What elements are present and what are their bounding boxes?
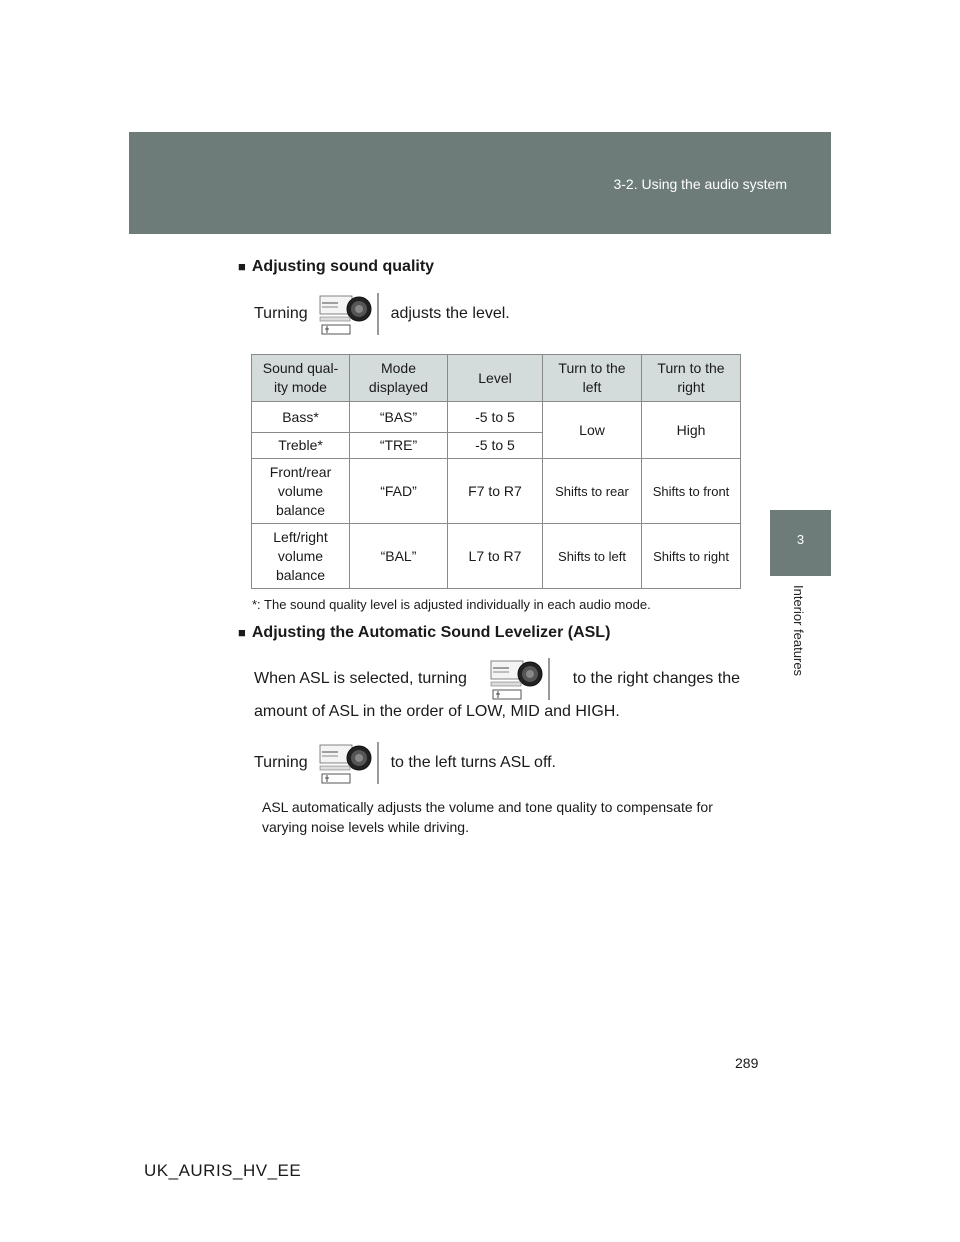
cell-level: L7 to R7 [448, 524, 543, 589]
cell-displayed: “FAD” [350, 459, 448, 524]
heading-asl: ■ Adjusting the Automatic Sound Levelizer (ASL) [238, 624, 611, 641]
bullet-square: ■ [238, 259, 246, 274]
cell-displayed: “BAL” [350, 524, 448, 589]
table-row [252, 459, 741, 524]
cell-level: -5 to 5 [448, 433, 543, 459]
paragraph-turning-adjusts: Turning adjusts the level. [254, 291, 510, 337]
table-footnote: *: The sound quality level is adjusted individually in each audio mode. [252, 597, 651, 612]
col-header-mode: Sound qual- ity mode [252, 355, 350, 402]
cell-left-merged: Low [543, 402, 642, 459]
col-header-displayed: Mode displayed [350, 355, 448, 402]
paragraph-asl-off: Turning to the left turns ASL off. [254, 740, 556, 786]
cell-right: Shifts to front [642, 459, 741, 524]
table-header-row [252, 355, 741, 402]
audio-knob-icon [316, 740, 382, 786]
side-tab [770, 510, 831, 576]
table-row [252, 524, 741, 589]
cell-left: Shifts to left [543, 524, 642, 589]
cell-level: F7 to R7 [448, 459, 543, 524]
cell-displayed: “TRE” [350, 433, 448, 459]
col-header-right: Turn to the right [642, 355, 741, 402]
cell-mode: Bass* [252, 402, 350, 433]
cell-mode: Treble* [252, 433, 350, 459]
page-number: 289 [735, 1055, 759, 1071]
paragraph-asl-order: amount of ASL in the order of LOW, MID and HIGH. [254, 703, 620, 720]
cell-mode: Left/right volume balance [252, 524, 350, 589]
sound-quality-table [251, 354, 741, 589]
cell-right: Shifts to right [642, 524, 741, 589]
audio-knob-icon [487, 656, 553, 702]
cell-right-merged: High [642, 402, 741, 459]
cell-level: -5 to 5 [448, 402, 543, 433]
paragraph-asl-selected: When ASL is selected, turning to the right changes the [254, 656, 740, 702]
cell-displayed: “BAS” [350, 402, 448, 433]
header-section-title: 3-2. Using the audio system [613, 176, 787, 192]
side-tab-number: 3 [796, 532, 805, 547]
table-row [252, 402, 741, 433]
asl-note: ASL automatically adjusts the volume and tone quality to compensate for varying noise levels while driving. [262, 799, 713, 835]
col-header-level: Level [448, 355, 543, 402]
side-tab-label: Interior features [791, 585, 806, 677]
bullet-square: ■ [238, 625, 246, 640]
audio-knob-icon [316, 291, 382, 337]
heading-sound-quality: ■ Adjusting sound quality [238, 258, 435, 275]
cell-mode: Front/rear volume balance [252, 459, 350, 524]
header-band [129, 132, 831, 234]
cell-left: Shifts to rear [543, 459, 642, 524]
document-code: UK_AURIS_HV_EE [144, 1161, 302, 1180]
col-header-left: Turn to the left [543, 355, 642, 402]
